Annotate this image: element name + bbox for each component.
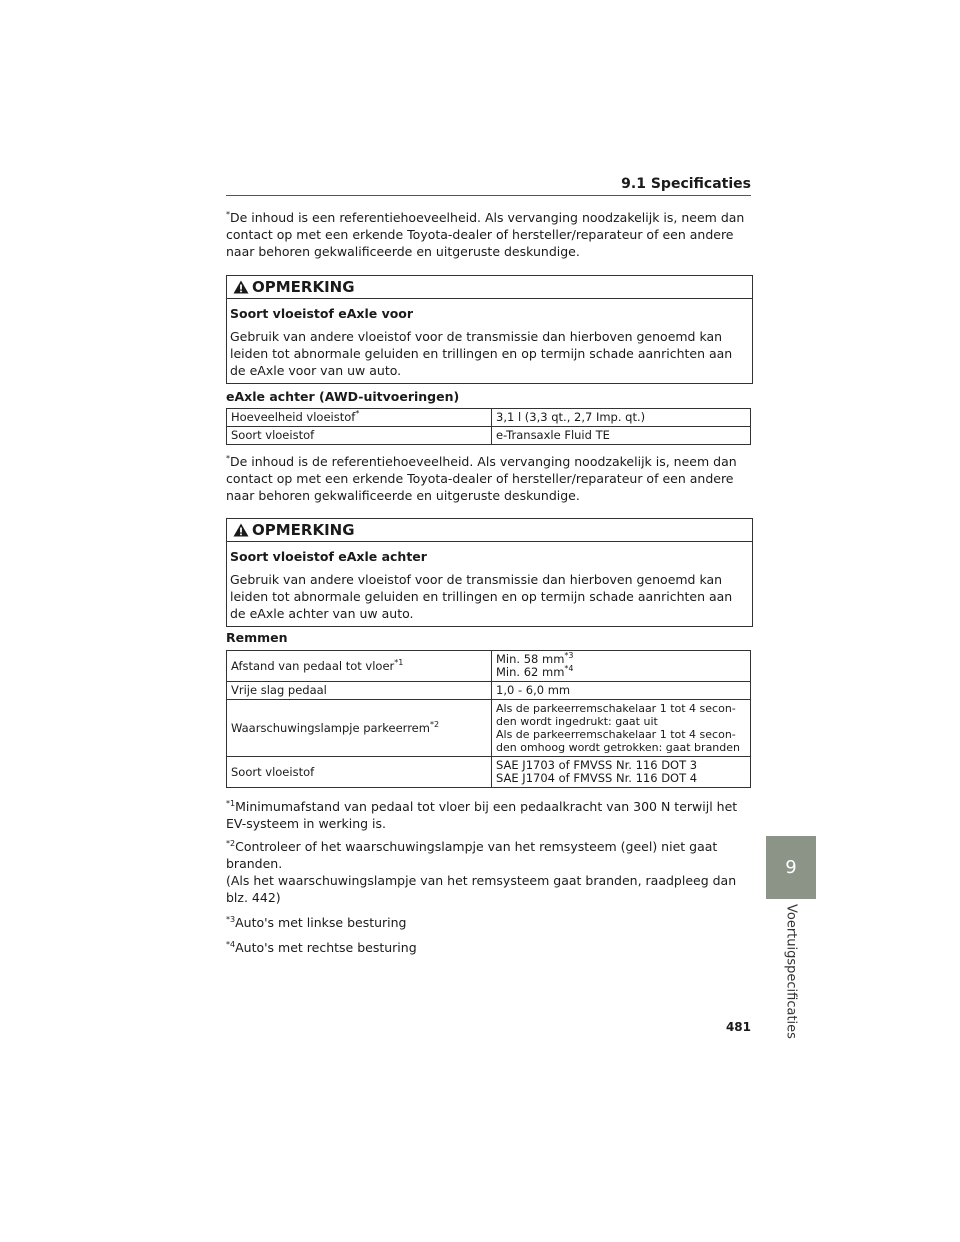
notice-header	[227, 276, 752, 299]
warning-icon	[233, 523, 249, 537]
notice-subtitle: Soort vloeistof eAxle voor	[230, 306, 414, 321]
notice-eaxle-front	[226, 275, 753, 384]
chapter-label: Voertuigspecificaties	[783, 904, 799, 1039]
table-row: Soort vloeistof SAE J1703 of FMVSS Nr. 116 DOT 3 SAE J1704 of FMVSS Nr. 116 DOT 4	[227, 757, 751, 788]
footnote: $^{*4}$Auto's met rechtse besturing	[226, 939, 417, 955]
notice-text: Gebruik van andere vloeistof voor de transmissie dan hierboven genoemd kan leiden tot abnormale geluiden en trillingen en op termijn schade aanrichten aan de eAxle voor van uw auto.	[230, 329, 733, 378]
footnotes	[226, 798, 751, 956]
brakes-table	[226, 650, 751, 788]
brakes-section	[226, 629, 751, 788]
chapter-tab	[766, 836, 816, 899]
rear-eaxle-note: *De inhoud is de referentiehoeveelheid. Als vervanging noodzakelijk is, neem dan contact op met een erkende Toyota-dealer of hersteller/reparateur of een andere naar behoren gekwalificeerde en uitgeruste deskundige.	[226, 453, 737, 503]
notice-title: OPMERKING	[252, 278, 355, 296]
notice-header	[227, 519, 752, 542]
notice-eaxle-rear	[226, 518, 753, 627]
footnote: $^{*1}$Minimumafstand van pedaal tot vloer bij een pedaalkracht van 300 N terwijl het EV-systeem in werking is.	[226, 798, 738, 831]
notice-subtitle: Soort vloeistof eAxle achter	[230, 549, 427, 564]
warning-icon	[233, 280, 249, 294]
notice-title: OPMERKING	[252, 521, 355, 539]
running-header	[226, 176, 751, 196]
table-row: Soort vloeistof e-Transaxle Fluid TE	[227, 427, 751, 445]
intro-note: *De inhoud is een referentiehoeveelheid. Als vervanging noodzakelijk is, neem dan contact op met een erkende Toyota-dealer of hersteller/reparateur of een andere naar behoren gekwalificeerde en uitgeruste deskundige.	[226, 209, 745, 259]
table-row: Afstand van pedaal tot vloer$^{*1}$ Min. 58 $mm^{*3}$ Min. 62 $mm^{*4}$	[227, 651, 751, 682]
rear-eaxle-title: eAxle achter (AWD-uitvoeringen)	[226, 389, 460, 404]
chapter-number: 9	[785, 857, 797, 878]
rear-eaxle-table	[226, 408, 751, 445]
footnote: $^{*3}$Auto's met linkse besturing	[226, 914, 407, 930]
intro-note-text: De inhoud is een referentiehoeveelheid. Als vervanging noodzakelijk is, neem dan contact op met een erkende Toyota-dealer of hersteller/reparateur of een andere naar behoren gekwalificeerde en uitgeruste deskundige.	[226, 210, 745, 259]
page-number: 481	[725, 1020, 751, 1034]
table-row: Vrije slag pedaal 1,0 - 6,0 mm	[227, 682, 751, 700]
footnote: $^{*2}$Controleer of het waarschuwingslampje van het remsysteem (geel) niet gaat branden. (Als het waarschuwingslampje van het remsysteem gaat branden, raadpleeg dan blz. 442)	[226, 838, 737, 905]
brakes-title: Remmen	[226, 630, 288, 645]
notice-text: Gebruik van andere vloeistof voor de transmissie dan hierboven genoemd kan leiden tot abnormale geluiden en trillingen en op termijn schade aanrichten aan de eAxle achter van uw auto.	[230, 572, 733, 621]
section-title: 9.1 Specificaties	[621, 176, 751, 192]
rear-eaxle-section	[226, 388, 751, 504]
table-row: Waarschuwingslampje parkeerrem$^{*2}$ Als de parkeerremschakelaar 1 tot 4 secon- den wordt ingedrukt: gaat uit Als de parkeerremschakelaar 1 tot 4 secon- den omhoog wordt getrokken: gaat branden	[227, 700, 751, 757]
table-row: Hoeveelheid vloeistof* 3,1 l (3,3 qt., 2,7 Imp. qt.)	[227, 409, 751, 427]
